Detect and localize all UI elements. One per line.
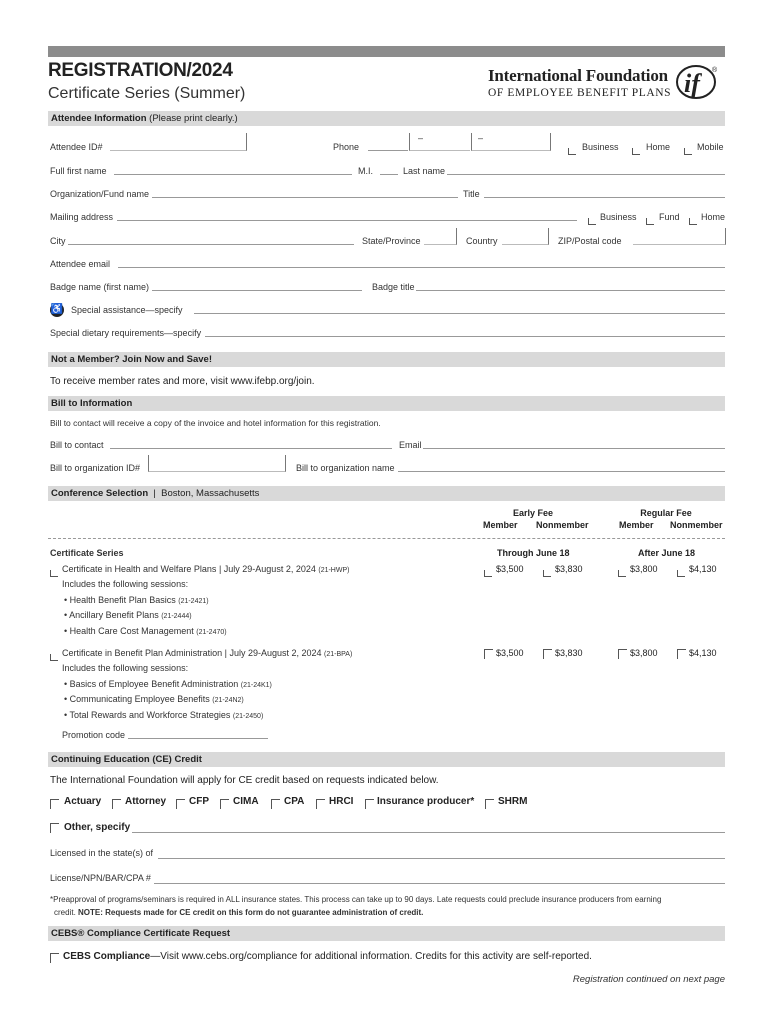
- course1-early-nonmember-price: $3,830: [555, 564, 583, 574]
- course2-regular-member-price: $3,800: [630, 648, 658, 658]
- phone-dash-1: –: [418, 133, 424, 143]
- member-band: Not a Member? Join Now and Save!: [48, 352, 725, 367]
- course2-dates: July 29-August 2, 2024: [229, 648, 322, 658]
- through-date-label: Through June 18: [497, 548, 570, 558]
- ce-attorney-label: Attorney: [125, 796, 167, 807]
- city-label: City: [50, 236, 66, 246]
- ce-intro: The International Foundation will apply for CE credit based on requests indicated below.: [50, 775, 439, 786]
- organization-field[interactable]: [152, 197, 458, 198]
- phone-area-field[interactable]: [368, 150, 408, 151]
- after-date-label: After June 18: [638, 548, 696, 558]
- course2-session-1: • Basics of Employee Benefit Administration (21-24K1): [64, 679, 272, 689]
- phone-mobile-checkbox[interactable]: [684, 142, 692, 160]
- state-label: State/Province: [362, 236, 421, 246]
- phone-home-label: Home: [646, 142, 671, 152]
- email-field[interactable]: [118, 267, 725, 268]
- ce-insurance-checkbox[interactable]: [365, 796, 374, 814]
- phone-business-label: Business: [582, 142, 619, 152]
- course2-title: Certificate in Benefit Plan Administration: [62, 648, 223, 658]
- badge-title-label: Badge title: [372, 282, 415, 292]
- bill-email-field[interactable]: [423, 448, 725, 449]
- early-member-header: Member: [483, 520, 518, 530]
- licensed-label: Licensed in the state(s) of: [50, 848, 154, 858]
- logo: [488, 66, 726, 106]
- bill-email-label: Email: [399, 440, 422, 450]
- ce-hrci-checkbox[interactable]: [316, 796, 325, 814]
- badge-name-field[interactable]: [152, 290, 362, 291]
- ce-other-label: Other, specify: [64, 822, 131, 833]
- course2-regular-member-checkbox[interactable]: [618, 646, 627, 664]
- cebs-band: CEBS® Compliance Certificate Request: [48, 926, 725, 941]
- phone-label: Phone: [333, 142, 360, 152]
- badge-title-field[interactable]: [416, 290, 725, 291]
- ce-shrm-checkbox[interactable]: [485, 796, 494, 814]
- ce-other-field[interactable]: [132, 832, 725, 833]
- svg-text:®: ®: [712, 67, 718, 74]
- early-fee-header: Early Fee: [512, 508, 554, 518]
- address-fund-label: Fund: [659, 212, 680, 222]
- promotion-field[interactable]: [128, 738, 268, 739]
- bill-contact-label: Bill to contact: [50, 440, 104, 450]
- cebs-line: [63, 951, 592, 962]
- ce-other-checkbox[interactable]: [50, 820, 59, 838]
- first-name-label: Full first name: [50, 166, 107, 176]
- course1-code: (21-HWP): [318, 567, 350, 574]
- bill-org-id-label: Bill to organization ID#: [50, 463, 141, 473]
- last-name-label: Last name: [403, 166, 446, 176]
- address-home-label: Home: [701, 212, 726, 222]
- ce-attorney-checkbox[interactable]: [112, 796, 121, 814]
- logo-mark-icon: [674, 62, 718, 102]
- attendee-band: Attendee Information (Please print clearly.): [48, 111, 725, 126]
- title-field[interactable]: [484, 197, 725, 198]
- course1-includes: Includes the following sessions:: [62, 579, 189, 589]
- bill-note: Bill to contact will receive a copy of the invoice and hotel information for this registration.: [50, 418, 381, 428]
- page-title: REGISTRATION/2024: [48, 60, 233, 81]
- promotion-label: Promotion code: [62, 730, 126, 740]
- course1-line: Certificate in Health and Welfare Plans | July 29-August 2, 2024 (21-HWP): [62, 564, 350, 574]
- ce-footnote-2: credit. NOTE: Requests made for CE credit on this form do not guarantee administration of credit.: [54, 908, 424, 917]
- bill-org-name-field[interactable]: [398, 471, 725, 472]
- mi-label: M.I.: [358, 166, 373, 176]
- course1-session-3: • Health Care Cost Management (21-2470): [64, 626, 227, 636]
- course2-code: (21-BPA): [324, 651, 353, 658]
- special-assistance-field[interactable]: [194, 313, 725, 314]
- course1-title: Certificate in Health and Welfare Plans: [62, 564, 217, 574]
- ce-footnote-1: *Preapproval of programs/seminars is required in ALL insurance states. This process can take up to 90 days. Late requests could preclude insurance producers from earning: [50, 895, 662, 904]
- course1-regular-nonmember-price: $4,130: [689, 564, 717, 574]
- ce-options: [50, 796, 730, 810]
- ce-cpa-label: CPA: [284, 796, 305, 807]
- early-nonmember-header: Nonmember: [536, 520, 589, 530]
- ce-shrm-label: SHRM: [498, 796, 528, 807]
- email-label: Attendee email: [50, 259, 111, 269]
- ce-cfp-checkbox[interactable]: [176, 796, 185, 814]
- bill-org-id-field[interactable]: [148, 455, 286, 472]
- ce-cfp-label: CFP: [189, 796, 209, 807]
- course1-session-1: • Health Benefit Plan Basics (21-2421): [64, 595, 209, 605]
- logo-subtitle: OF EMPLOYEE BENEFIT PLANS: [488, 87, 672, 99]
- regular-fee-header: Regular Fee: [640, 508, 692, 518]
- member-text: To receive member rates and more, visit www.ifebp.org/join.: [50, 376, 315, 387]
- course1-regular-nonmember-checkbox[interactable]: [677, 564, 685, 582]
- phone-business-checkbox[interactable]: [568, 142, 576, 160]
- address-business-checkbox[interactable]: [588, 212, 596, 230]
- ce-actuary-checkbox[interactable]: [50, 796, 59, 814]
- course1-checkbox[interactable]: [50, 564, 58, 582]
- dietary-label: Special dietary requirements—specify: [50, 328, 202, 338]
- badge-name-label: Badge name (first name): [50, 282, 150, 292]
- cebs-text: —Visit www.cebs.org/compliance for additional information. Credits for this activity are self-reported.: [150, 951, 592, 962]
- first-name-field[interactable]: [114, 174, 352, 175]
- ce-insurance-label: Insurance producer*: [377, 796, 475, 807]
- ce-band: Continuing Education (CE) Credit: [48, 752, 725, 767]
- regular-member-header: Member: [619, 520, 654, 530]
- top-bar: [48, 46, 725, 57]
- course2-session-3: • Total Rewards and Workforce Strategies (21-2450): [64, 710, 264, 720]
- attendee-id-field[interactable]: [110, 133, 247, 151]
- cebs-checkbox[interactable]: [50, 950, 59, 968]
- course2-session-2: • Communicating Employee Benefits (21-24N2): [64, 694, 244, 704]
- phone-mobile-label: Mobile: [697, 142, 724, 152]
- continued-note: Registration continued on next page: [572, 974, 725, 985]
- course1-early-nonmember-checkbox[interactable]: [543, 564, 551, 582]
- mi-field[interactable]: [380, 174, 398, 175]
- cebs-label: CEBS Compliance: [63, 951, 151, 962]
- ce-cpa-checkbox[interactable]: [271, 796, 280, 814]
- course1-regular-member-price: $3,800: [630, 564, 658, 574]
- course1-dates: July 29-August 2, 2024: [223, 564, 316, 574]
- course1-early-member-checkbox[interactable]: [484, 564, 492, 582]
- course2-line: Certificate in Benefit Plan Administration | July 29-August 2, 2024 (21-BPA): [62, 648, 353, 658]
- page-subtitle: Certificate Series (Summer): [48, 85, 246, 102]
- zip-label: ZIP/Postal code: [558, 236, 622, 246]
- last-name-field[interactable]: [447, 174, 725, 175]
- phone-home-checkbox[interactable]: [632, 142, 640, 160]
- course1-regular-member-checkbox[interactable]: [618, 564, 626, 582]
- course2-early-member-checkbox[interactable]: [484, 646, 493, 664]
- accessibility-icon: ♿: [50, 304, 64, 315]
- ce-actuary-label: Actuary: [64, 796, 102, 807]
- course1-early-member-price: $3,500: [496, 564, 524, 574]
- ce-hrci-label: HRCI: [329, 796, 354, 807]
- course2-checkbox[interactable]: [50, 648, 58, 666]
- bill-band: Bill to Information: [48, 396, 725, 411]
- course1-session-2: • Ancillary Benefit Plans (21-2444): [64, 610, 192, 620]
- license-number-label: License/NPN/BAR/CPA #: [50, 873, 151, 883]
- special-assistance-label: Special assistance—specify: [71, 305, 183, 315]
- bill-org-name-label: Bill to organization name: [296, 463, 395, 473]
- licensed-field[interactable]: [158, 858, 725, 859]
- course2-early-nonmember-price: $3,830: [555, 648, 583, 658]
- course2-early-nonmember-checkbox[interactable]: [543, 646, 552, 664]
- country-label: Country: [466, 236, 498, 246]
- phone-dash-2: –: [478, 133, 484, 143]
- ce-cima-checkbox[interactable]: [220, 796, 229, 814]
- title-label: Title: [463, 189, 480, 199]
- mailing-field[interactable]: [117, 220, 577, 221]
- certificate-series-label: Certificate Series: [50, 548, 124, 558]
- logo-name: International Foundation: [488, 66, 668, 85]
- course2-early-member-price: $3,500: [496, 648, 524, 658]
- conference-band: Conference Selection | Boston, Massachusetts: [48, 486, 725, 501]
- state-field[interactable]: [424, 228, 457, 245]
- address-business-label: Business: [600, 212, 637, 222]
- conference-divider: [48, 538, 725, 539]
- country-field[interactable]: [502, 228, 549, 245]
- attendee-id-label: Attendee ID#: [50, 142, 103, 152]
- bill-contact-field[interactable]: [110, 448, 392, 449]
- city-field[interactable]: [68, 244, 354, 245]
- organization-label: Organization/Fund name: [50, 189, 150, 199]
- mailing-label: Mailing address: [50, 212, 114, 222]
- regular-nonmember-header: Nonmember: [670, 520, 723, 530]
- course2-includes: Includes the following sessions:: [62, 663, 189, 673]
- dietary-field[interactable]: [205, 336, 725, 337]
- svg-text:if: if: [684, 69, 700, 98]
- zip-field[interactable]: [633, 228, 726, 245]
- course2-regular-nonmember-checkbox[interactable]: [677, 646, 686, 664]
- course2-regular-nonmember-price: $4,130: [689, 648, 717, 658]
- license-number-field[interactable]: [154, 883, 725, 884]
- ce-cima-label: CIMA: [233, 796, 259, 807]
